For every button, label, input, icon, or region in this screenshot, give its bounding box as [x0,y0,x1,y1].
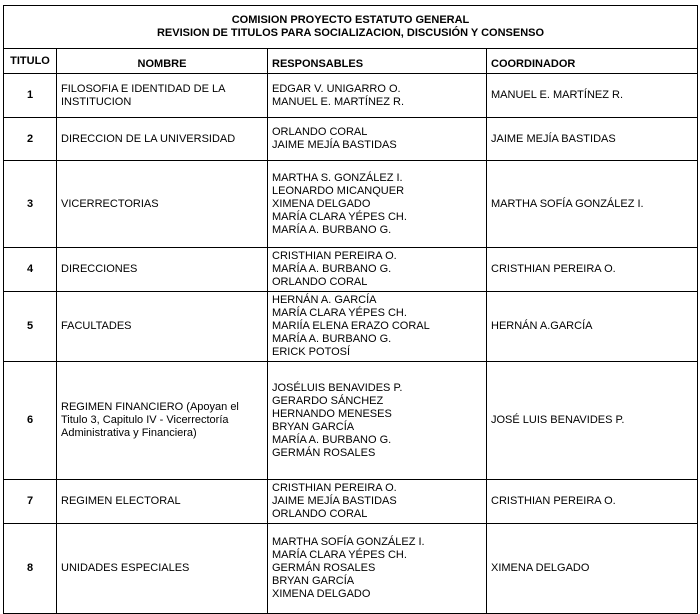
cell-responsables-line: EDGAR V. UNIGARRO O. [272,82,401,95]
cell-responsables-line: JOSÉLUIS BENAVIDES P. [272,381,403,394]
cell-nombre-line: UNIDADES ESPECIALES [61,562,190,574]
header-titulo: TITULO [4,49,57,74]
cell-responsables-line: CRISTHIAN PEREIRA O. [272,250,397,262]
cell-responsables [268,118,487,161]
cell-nombre-line: VICERRECTORIAS [61,197,159,210]
table-row [4,480,698,524]
table-row [4,292,698,362]
cell-nombre [57,118,268,161]
cell-nombre [57,362,268,480]
cell-titulo: 5 [4,292,57,362]
cell-responsables-line: BRYAN GARCÍA [272,575,355,587]
cell-titulo: 3 [4,161,57,248]
cell-responsables-line: BRYAN GARCÍA [272,420,355,433]
table-header-row [4,49,698,74]
cell-coordinador: CRISTHIAN PEREIRA O. [487,480,698,524]
cell-responsables [268,480,487,524]
cell-nombre [57,480,268,524]
titles-table [3,5,698,614]
cell-responsables-line: CRISTHIAN PEREIRA O. [272,482,397,494]
cell-nombre-line: FILOSOFIA E IDENTIDAD DE LA [61,82,226,95]
cell-nombre-line: FACULTADES [61,320,132,332]
header-coordinador: COORDINADOR [487,49,698,74]
table-row [4,74,698,118]
cell-responsables-line: ERICK POTOSÍ [272,346,351,358]
cell-responsables-line: XIMENA DELGADO [272,197,371,210]
cell-nombre-line: DIRECCIONES [61,263,138,275]
cell-titulo: 4 [4,248,57,292]
cell-responsables [268,362,487,480]
header-nombre: NOMBRE [57,49,268,74]
cell-responsables-line: HERNÁN A. GARCÍA [272,294,377,306]
cell-nombre [57,74,268,118]
cell-nombre-line: REGIMEN FINANCIERO (Apoyan el [61,401,239,413]
document-sheet [3,5,697,614]
document-title-line-1: COMISION PROYECTO ESTATUTO GENERAL [231,14,470,26]
cell-titulo: 7 [4,480,57,524]
cell-responsables-line: GERARDO SÁNCHEZ [272,394,384,407]
document-title [4,6,698,49]
cell-responsables-line: GERMÁN ROSALES [272,446,376,459]
cell-nombre [57,161,268,248]
cell-responsables-line: ORLANDO CORAL [272,126,368,138]
cell-responsables [268,292,487,362]
cell-nombre-line: DIRECCION DE LA UNIVERSIDAD [61,132,236,145]
cell-responsables-line: MARÍA CLARA YÉPES CH. [272,307,407,319]
cell-responsables-line: ORLANDO CORAL [272,508,368,520]
header-responsables: RESPONSABLES [268,49,487,74]
cell-responsables-line: LEONARDO MICANQUER [272,184,405,197]
cell-responsables-line: GERMÁN ROSALES [272,562,376,574]
document-title-row [4,6,698,49]
cell-titulo: 1 [4,74,57,118]
cell-titulo: 6 [4,362,57,480]
cell-responsables-line: MARÍA A. BURBANO G. [272,433,392,446]
cell-coordinador: JAIME MEJÍA BASTIDAS [487,118,698,161]
cell-nombre-line: REGIMEN ELECTORAL [61,495,181,507]
table-row [4,118,698,161]
cell-nombre-line: INSTITUCION [61,95,132,108]
table-row [4,362,698,480]
table-row [4,161,698,248]
cell-responsables-line: MARTHA SOFÍA GONZÁLEZ I. [272,536,425,548]
table-row [4,524,698,614]
cell-coordinador: MANUEL E. MARTÍNEZ R. [487,74,698,118]
cell-responsables-line: MARÍA CLARA YÉPES CH. [272,549,407,561]
cell-titulo: 2 [4,118,57,161]
document-title-line-2: REVISION DE TITULOS PARA SOCIALIZACION, DISCUSIÓN Y CONSENSO [156,27,545,39]
cell-responsables [268,161,487,248]
cell-coordinador: HERNÁN A.GARCÍA [487,292,698,362]
cell-responsables-line: ORLANDO CORAL [272,276,368,288]
cell-nombre [57,292,268,362]
cell-responsables-line: MARÍA CLARA YÉPES CH. [272,210,407,223]
cell-nombre [57,248,268,292]
cell-nombre-line: Titulo 3, Capitulo IV - Vicerrectoría [61,414,229,426]
cell-coordinador: MARTHA SOFÍA GONZÁLEZ I. [487,161,698,248]
cell-responsables-line: MARÍA A. BURBANO G. [272,263,392,275]
cell-responsables-line: MARTHA S. GONZÁLEZ I. [272,171,403,184]
cell-nombre [57,524,268,614]
cell-responsables-line: XIMENA DELGADO [272,588,371,600]
cell-coordinador: JOSÉ LUIS BENAVIDES P. [487,362,698,480]
table-row [4,248,698,292]
cell-responsables [268,248,487,292]
cell-titulo: 8 [4,524,57,614]
cell-responsables [268,524,487,614]
cell-responsables-line: JAIME MEJÍA BASTIDAS [272,139,397,151]
cell-coordinador: XIMENA DELGADO [487,524,698,614]
cell-responsables-line: MARÍA A. BURBANO G. [272,333,392,345]
cell-responsables-line: HERNANDO MENESES [272,407,392,420]
cell-coordinador: CRISTHIAN PEREIRA O. [487,248,698,292]
cell-nombre-line: Administrativa y Financiera) [61,427,197,439]
cell-responsables-line: MANUEL E. MARTÍNEZ R. [272,95,405,108]
cell-responsables [268,74,487,118]
cell-responsables-line: JAIME MEJÍA BASTIDAS [272,495,397,507]
cell-responsables-line: MARIÍA ELENA ERAZO CORAL [272,320,430,332]
cell-responsables-line: MARÍA A. BURBANO G. [272,223,392,236]
